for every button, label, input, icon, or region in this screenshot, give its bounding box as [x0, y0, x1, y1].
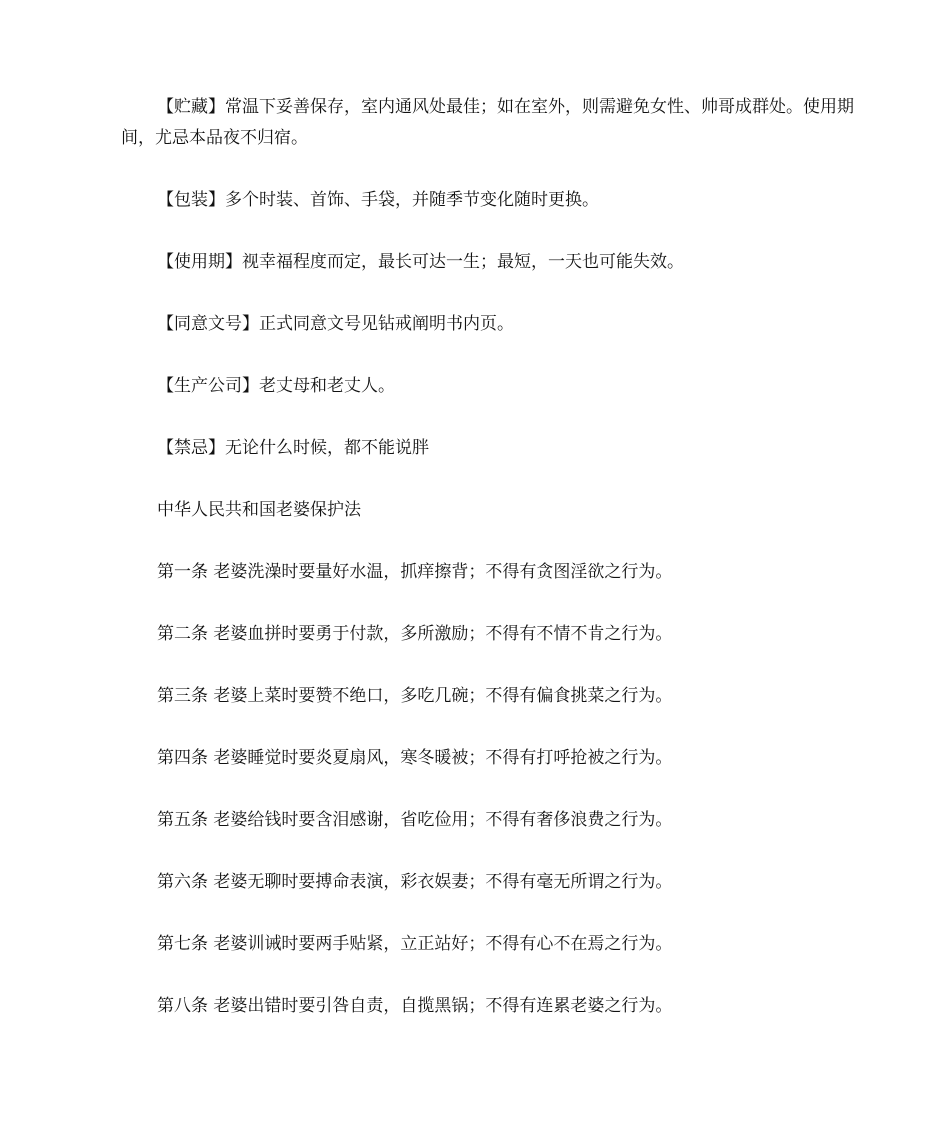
article-4: 第四条 老婆睡觉时要炎夏扇风，寒冬暖被；不得有打呼抢被之行为。	[157, 748, 673, 768]
article-8: 第八条 老婆出错时要引咎自责，自揽黑锅；不得有连累老婆之行为。	[157, 996, 673, 1016]
packaging-paragraph: 【包装】多个时装、首饰、手袋，并随季节变化随时更换。	[157, 190, 599, 210]
article-2: 第二条 老婆血拼时要勇于付款，多所激励；不得有不情不肯之行为。	[157, 624, 673, 644]
taboo-paragraph: 【禁忌】无论什么时候，都不能说胖	[157, 438, 429, 458]
article-7: 第七条 老婆训诫时要两手贴紧，立正站好；不得有心不在焉之行为。	[157, 934, 673, 954]
article-6: 第六条 老婆无聊时要搏命表演，彩衣娱妻；不得有毫无所谓之行为。	[157, 872, 673, 892]
law-title: 中华人民共和国老婆保护法	[157, 500, 361, 520]
article-1: 第一条 老婆洗澡时要量好水温，抓痒擦背；不得有贪图淫欲之行为。	[157, 562, 673, 582]
article-3: 第三条 老婆上菜时要赞不绝口，多吃几碗；不得有偏食挑菜之行为。	[157, 686, 673, 706]
usage-period-paragraph: 【使用期】视幸福程度而定，最长可达一生；最短，一天也可能失效。	[157, 252, 684, 272]
manufacturer-paragraph: 【生产公司】老丈母和老丈人。	[157, 376, 395, 396]
storage-paragraph: 【贮藏】常温下妥善保存，室内通风处最佳；如在室外，则需避免女性、帅哥成群处。使用期间，尤忌本品夜不归宿。	[121, 97, 854, 148]
article-5: 第五条 老婆给钱时要含泪感谢，省吃俭用；不得有奢侈浪费之行为。	[157, 810, 673, 830]
approval-number-paragraph: 【同意文号】正式同意文号见钻戒阐明书内页。	[157, 314, 514, 334]
document-body	[121, 92, 861, 1022]
